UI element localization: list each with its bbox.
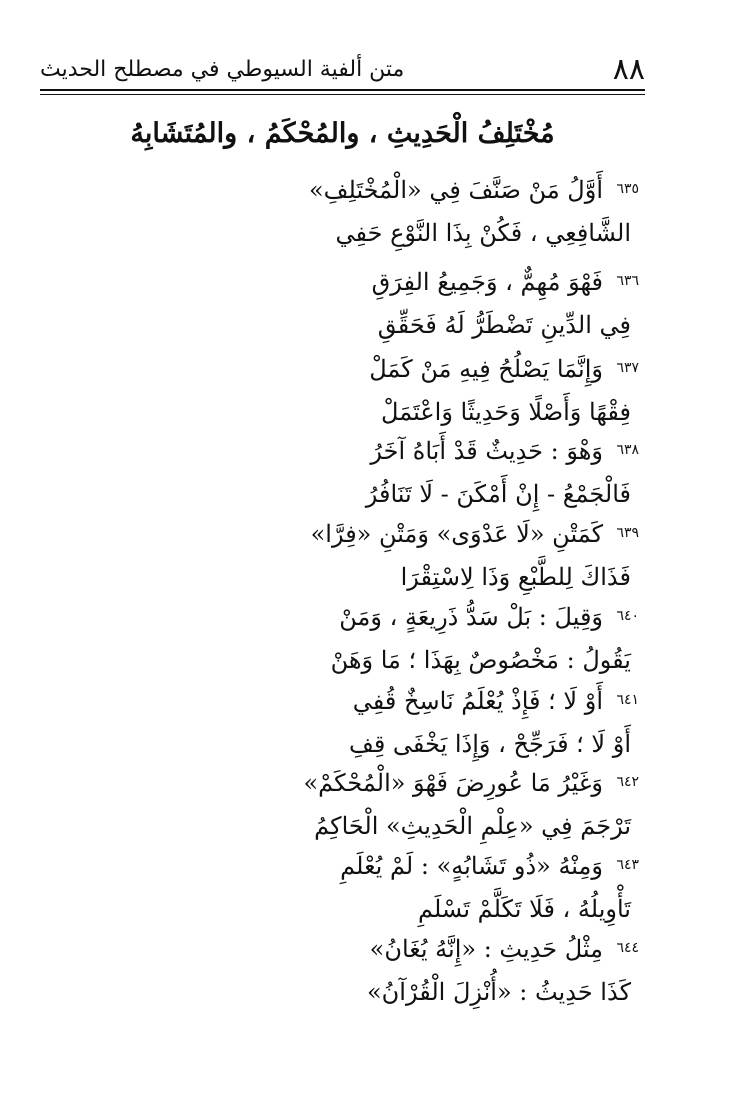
verse-block: [0, 262, 735, 348]
verse-second-hemistich: أَوْ لَا ؛ فَرَجِّحْ ، وَإِذَا يَخْفَى قِفِ: [348, 730, 631, 758]
verse-first-hemistich: كَمَتْنِ «لَا عَدْوَى» وَمَتْنِ «فِرَّا»: [310, 520, 603, 548]
section-title: مُخْتَلِفُ الْحَدِيثِ ، والمُحْكَمُ ، والمُتَشَابِهُ: [130, 118, 555, 149]
verse-first-hemistich: وَقِيلَ : بَلْ سَدُّ ذَرِيعَةٍ ، وَمَنْ: [339, 603, 603, 631]
verse-block: [0, 349, 735, 435]
verse-number: ٦٤١: [616, 692, 639, 708]
verse-second-hemistich: يَقُولُ : مَخْصُوصٌ بِهَذَا ؛ مَا وَهَنْ: [330, 646, 631, 674]
verse-first-hemistich: وَإِنَّمَا يَصْلُحُ فِيهِ مَنْ كَمَلْ: [369, 355, 603, 383]
verse-block: [0, 431, 735, 517]
verse-first-hemistich: أَوْ لَا ؛ فَإِذْ يُعْلَمُ نَاسِخٌ قُفِي: [352, 687, 603, 715]
verse-second-hemistich: الشَّافِعِي ، فَكُنْ بِذَا النَّوْعِ حَفِي: [335, 219, 631, 247]
verse-first-hemistich: أَوَّلُ مَنْ صَنَّفَ فِي «الْمُخْتَلِفِ»: [308, 176, 603, 204]
verse-first-hemistich: فَهْوَ مُهِمٌّ ، وَجَمِيعُ الفِرَقِ: [371, 268, 603, 296]
verse-second-hemistich: تَرْجَمَ فِي «عِلْمِ الْحَدِيثِ» الْحَاكِمُ: [314, 812, 631, 840]
verse-second-hemistich: فَالْجَمْعُ - إِنْ أَمْكَنَ - لَا تَنَافُرُ: [365, 480, 631, 508]
verse-first-hemistich: مِثْلُ حَدِيثِ : «إِنَّهُ يُغَانُ»: [369, 935, 603, 963]
verse-number: ٦٣٥: [616, 181, 639, 197]
verse-number: ٦٣٦: [616, 273, 639, 289]
verse-block: [0, 170, 735, 256]
verse-second-hemistich: فِقْهًا وَأَصْلًا وَحَدِيثًا وَاعْتَمَلْ: [381, 398, 631, 426]
verse-block: [0, 846, 735, 932]
verse-number: ٦٣٨: [616, 442, 639, 458]
verse-second-hemistich: تَأْوِيلُهُ ، فَلَا تَكَلَّمْ تَسْلَمِ: [418, 895, 631, 923]
verse-number: ٦٤٤: [616, 940, 639, 956]
verse-second-hemistich: فِي الدِّينِ تَضْطَرُّ لَهُ فَحَقِّقِ: [377, 311, 631, 339]
header-rule-thin: [40, 94, 645, 95]
verse-first-hemistich: وَمِنْهُ «ذُو تَشَابُهٍ» : لَمْ يُعْلَمِ: [340, 852, 603, 880]
verse-block: [0, 681, 735, 767]
verse-second-hemistich: فَذَاكَ لِلطَّبْعِ وَذَا لِاسْتِقْرَا: [400, 563, 631, 591]
verse-number: ٦٤٢: [616, 774, 639, 790]
header-rule-thick: [40, 89, 645, 91]
verse-block: [0, 597, 735, 683]
verse-block: [0, 514, 735, 600]
verse-first-hemistich: وَهْوَ : حَدِيثٌ قَدْ أَبَاهُ آخَرُ: [370, 437, 603, 465]
verse-number: ٦٤٠: [616, 608, 639, 624]
running-header: [40, 52, 645, 88]
verse-number: ٦٣٩: [616, 525, 639, 541]
verse-block: [0, 763, 735, 849]
verse-second-hemistich: كَذَا حَدِيثُ : «أُنْزِلَ الْقُرْآنُ»: [366, 978, 631, 1006]
page-number: ٨٨: [612, 52, 645, 87]
verse-block: [0, 929, 735, 1015]
verse-first-hemistich: وَغَيْرُ مَا عُورِضَ فَهْوَ «الْمُحْكَمْ»: [303, 769, 603, 797]
verse-number: ٦٣٧: [616, 360, 639, 376]
verse-number: ٦٤٣: [616, 857, 639, 873]
running-title: متن ألفية السيوطي في مصطلح الحديث: [40, 57, 405, 82]
